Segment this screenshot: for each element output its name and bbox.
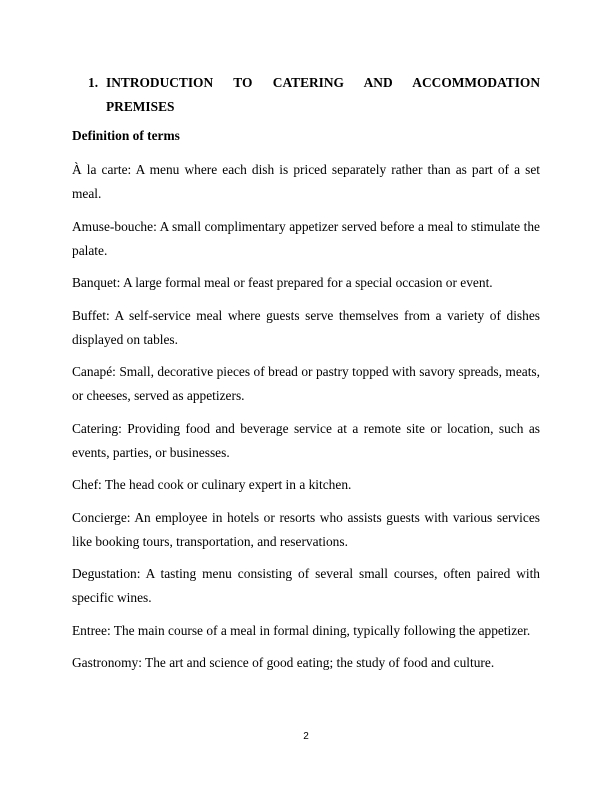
definition-catering: Catering: Providing food and beverage service at a remote site or location, such as events, parties, or businesses.	[72, 420, 540, 460]
page-number: 2	[303, 731, 309, 742]
definition-amuse-bouche: Amuse-bouche: A small complimentary appetizer served before a meal to stimulate the palate.	[72, 218, 540, 258]
definition-banquet: Banquet: A large formal meal or feast prepared for a special occasion or event.	[72, 275, 493, 290]
section-title-line-1: INTRODUCTION TO CATERING AND ACCOMMODATION	[106, 75, 540, 90]
definition-canape: Canapé: Small, decorative pieces of bread or pastry topped with savory spreads, meats, or cheeses, served as appetizers.	[72, 364, 540, 403]
definition-a-la-carte: À la carte: A menu where each dish is priced separately rather than as part of a set meal.	[72, 162, 540, 201]
definition-concierge: Concierge: An employee in hotels or resorts who assists guests with various services like booking tours, transportation, and reservations.	[72, 509, 540, 549]
definition-chef: Chef: The head cook or culinary expert in a kitchen.	[72, 477, 352, 492]
definition-degustation: Degustation: A tasting menu consisting of several small courses, often paired with specific wines.	[72, 566, 540, 605]
definition-buffet: Buffet: A self-service meal where guests serve themselves from a variety of dishes displayed on tables.	[72, 307, 540, 347]
section-title	[106, 71, 540, 119]
section-title-line-2: PREMISES	[106, 99, 175, 114]
subsection-heading: Definition of terms	[72, 128, 180, 143]
section-number: 1.	[88, 75, 99, 90]
definition-gastronomy: Gastronomy: The art and science of good eating; the study of food and culture.	[72, 655, 495, 670]
definition-list	[72, 158, 540, 684]
section-heading	[88, 71, 540, 119]
definition-entree: Entree: The main course of a meal in formal dining, typically following the appetizer.	[72, 622, 531, 638]
